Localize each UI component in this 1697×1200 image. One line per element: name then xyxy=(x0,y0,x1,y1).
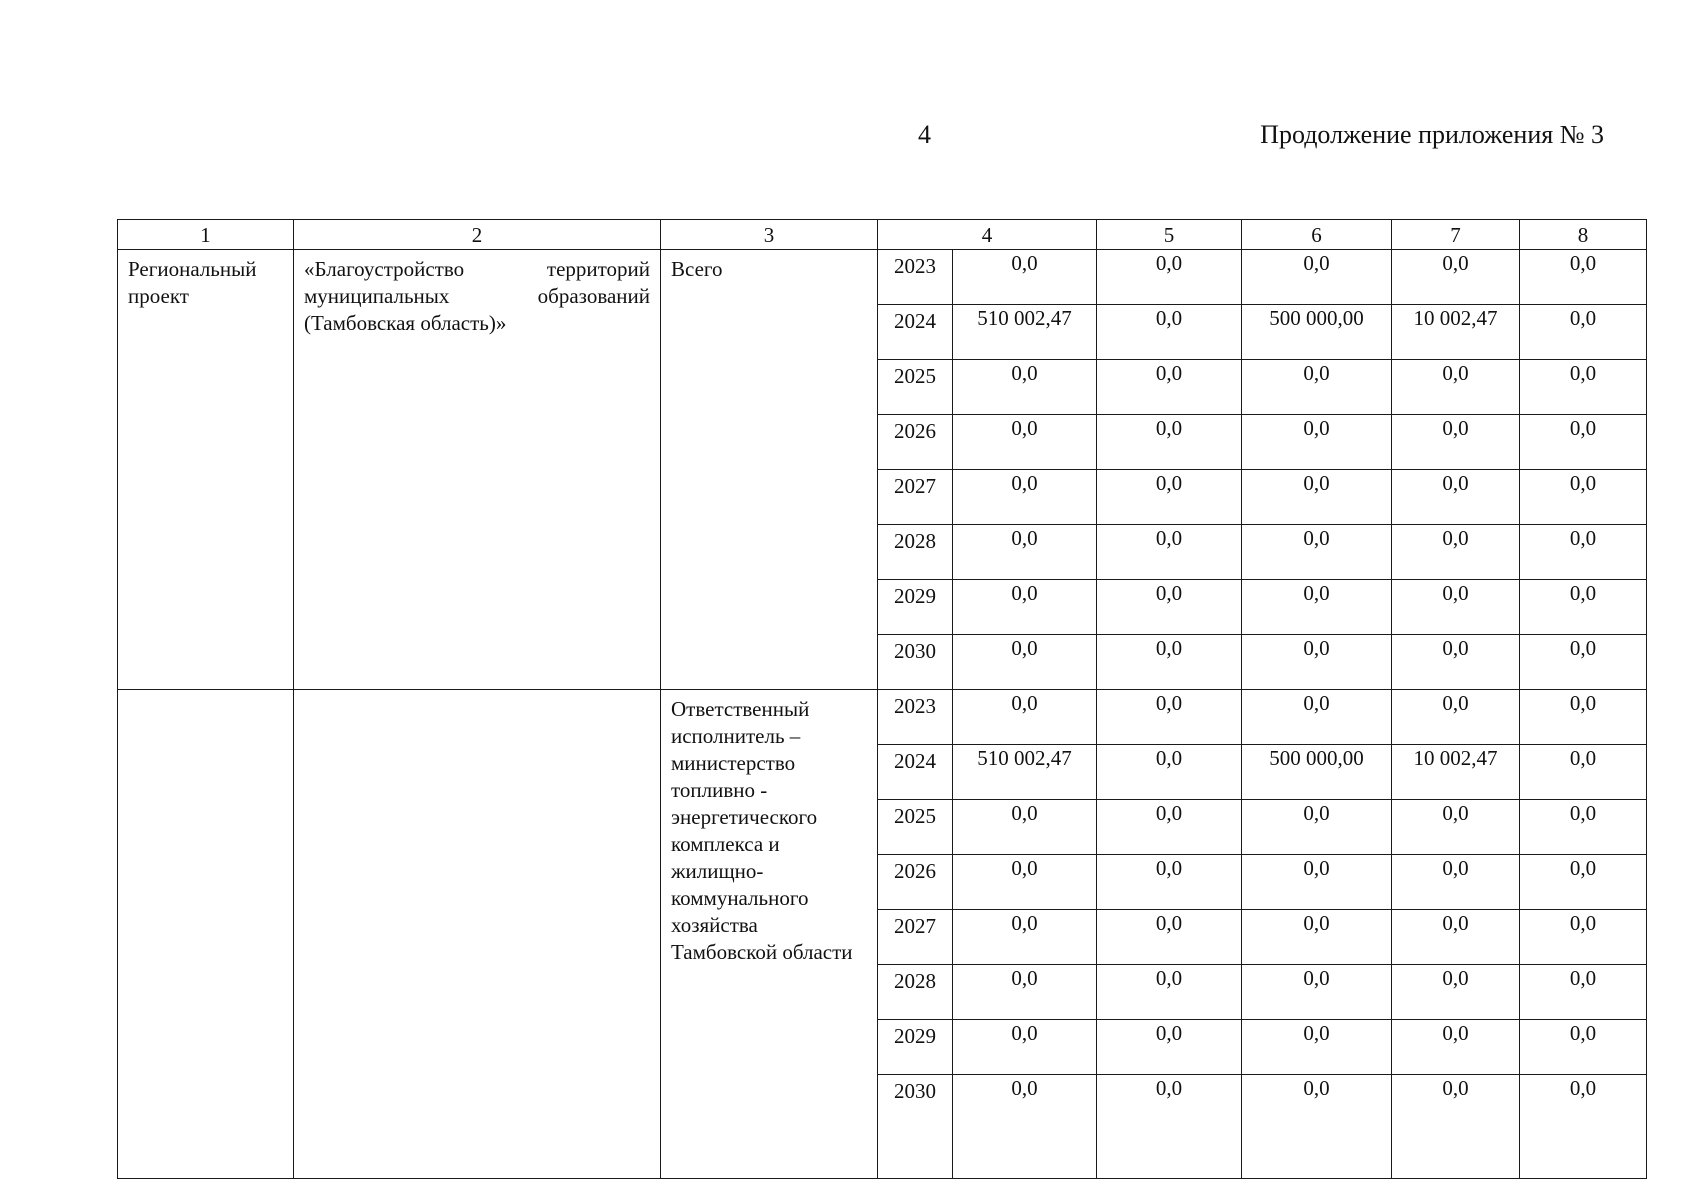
year-cell: 2025 xyxy=(878,360,953,415)
value-cell: 0,0 xyxy=(953,1020,1097,1075)
column-number: 4 xyxy=(878,220,1097,250)
value-cell: 0,0 xyxy=(1242,1020,1392,1075)
value-cell: 0,0 xyxy=(1242,415,1392,470)
value-cell: 0,0 xyxy=(1520,910,1647,965)
value-cell: 0,0 xyxy=(1520,965,1647,1020)
value-cell: 10 002,47 xyxy=(1392,745,1520,800)
value-cell: 0,0 xyxy=(953,415,1097,470)
year-cell: 2029 xyxy=(878,580,953,635)
value-cell: 0,0 xyxy=(1392,470,1520,525)
value-cell: 0,0 xyxy=(1242,250,1392,305)
value-cell: 0,0 xyxy=(1242,360,1392,415)
page-number: 4 xyxy=(918,120,931,149)
value-cell: 10 002,47 xyxy=(1392,305,1520,360)
project-name-cell: «Благоустройство территорий муниципальных образований (Тамбовская область)» xyxy=(294,250,661,690)
value-cell: 0,0 xyxy=(1097,1020,1242,1075)
value-cell: 0,0 xyxy=(1097,745,1242,800)
value-cell: 0,0 xyxy=(1520,525,1647,580)
value-cell: 0,0 xyxy=(1392,580,1520,635)
value-cell: 0,0 xyxy=(1097,250,1242,305)
value-cell: 0,0 xyxy=(1242,800,1392,855)
value-cell: 0,0 xyxy=(1097,690,1242,745)
group-label-cell: Ответственный исполнитель – министерство топливно - энергетического комплекса и жилищно-коммунального хозяйства Тамбовской области xyxy=(661,690,878,1179)
value-cell: 0,0 xyxy=(1097,910,1242,965)
value-cell: 0,0 xyxy=(1242,635,1392,690)
value-cell: 0,0 xyxy=(1520,1020,1647,1075)
year-cell: 2027 xyxy=(878,910,953,965)
value-cell: 0,0 xyxy=(953,635,1097,690)
table-body xyxy=(118,220,1647,1179)
value-cell: 0,0 xyxy=(1520,745,1647,800)
value-cell: 0,0 xyxy=(953,965,1097,1020)
value-cell: 0,0 xyxy=(1097,580,1242,635)
value-cell: 0,0 xyxy=(1392,250,1520,305)
year-cell: 2030 xyxy=(878,1075,953,1179)
value-cell: 0,0 xyxy=(953,910,1097,965)
value-cell: 0,0 xyxy=(953,250,1097,305)
budget-table xyxy=(117,219,1647,1179)
year-cell: 2026 xyxy=(878,415,953,470)
value-cell: 0,0 xyxy=(1392,910,1520,965)
value-cell: 0,0 xyxy=(1392,855,1520,910)
value-cell: 0,0 xyxy=(1242,525,1392,580)
year-cell: 2028 xyxy=(878,965,953,1020)
value-cell: 0,0 xyxy=(1242,855,1392,910)
value-cell: 0,0 xyxy=(1242,965,1392,1020)
column-number: 5 xyxy=(1097,220,1242,250)
value-cell: 0,0 xyxy=(1520,635,1647,690)
year-cell: 2030 xyxy=(878,635,953,690)
value-cell: 0,0 xyxy=(953,690,1097,745)
year-cell: 2027 xyxy=(878,470,953,525)
group-label-cell: Всего xyxy=(661,250,878,690)
value-cell: 0,0 xyxy=(1097,800,1242,855)
year-cell: 2024 xyxy=(878,745,953,800)
value-cell: 0,0 xyxy=(1520,855,1647,910)
column-number: 1 xyxy=(118,220,294,250)
column-number: 2 xyxy=(294,220,661,250)
value-cell: 0,0 xyxy=(1097,525,1242,580)
value-cell: 0,0 xyxy=(953,525,1097,580)
value-cell: 0,0 xyxy=(1520,415,1647,470)
year-cell: 2023 xyxy=(878,250,953,305)
column-number: 3 xyxy=(661,220,878,250)
empty-cell xyxy=(118,690,294,1179)
value-cell: 0,0 xyxy=(1520,1075,1647,1179)
value-cell: 0,0 xyxy=(1520,800,1647,855)
year-cell: 2023 xyxy=(878,690,953,745)
column-number: 7 xyxy=(1392,220,1520,250)
value-cell: 0,0 xyxy=(1097,855,1242,910)
empty-cell xyxy=(294,690,661,1179)
value-cell: 0,0 xyxy=(1392,360,1520,415)
value-cell: 0,0 xyxy=(1520,470,1647,525)
value-cell: 0,0 xyxy=(953,360,1097,415)
value-cell: 500 000,00 xyxy=(1242,305,1392,360)
value-cell: 0,0 xyxy=(1392,965,1520,1020)
value-cell: 0,0 xyxy=(1097,415,1242,470)
row-type-cell: Региональный проект xyxy=(118,250,294,690)
value-cell: 510 002,47 xyxy=(953,745,1097,800)
appendix-label: Продолжение приложения № 3 xyxy=(1260,120,1604,149)
value-cell: 0,0 xyxy=(1097,305,1242,360)
value-cell: 0,0 xyxy=(1242,1075,1392,1179)
value-cell: 0,0 xyxy=(953,470,1097,525)
value-cell: 0,0 xyxy=(1392,635,1520,690)
value-cell: 510 002,47 xyxy=(953,305,1097,360)
value-cell: 0,0 xyxy=(1392,1075,1520,1179)
column-number: 6 xyxy=(1242,220,1392,250)
value-cell: 0,0 xyxy=(1392,415,1520,470)
value-cell: 0,0 xyxy=(1242,470,1392,525)
column-number: 8 xyxy=(1520,220,1647,250)
value-cell: 0,0 xyxy=(1392,690,1520,745)
value-cell: 0,0 xyxy=(1520,305,1647,360)
value-cell: 0,0 xyxy=(953,855,1097,910)
table-row xyxy=(118,690,1647,745)
value-cell: 0,0 xyxy=(953,1075,1097,1179)
value-cell: 0,0 xyxy=(1097,470,1242,525)
value-cell: 0,0 xyxy=(953,800,1097,855)
value-cell: 0,0 xyxy=(1242,690,1392,745)
year-cell: 2026 xyxy=(878,855,953,910)
column-number-row xyxy=(118,220,1647,250)
value-cell: 0,0 xyxy=(1392,1020,1520,1075)
year-cell: 2025 xyxy=(878,800,953,855)
value-cell: 0,0 xyxy=(1097,1075,1242,1179)
year-cell: 2028 xyxy=(878,525,953,580)
value-cell: 0,0 xyxy=(1392,800,1520,855)
value-cell: 0,0 xyxy=(1392,525,1520,580)
value-cell: 0,0 xyxy=(1097,360,1242,415)
value-cell: 0,0 xyxy=(1097,635,1242,690)
value-cell: 0,0 xyxy=(1097,965,1242,1020)
table-row xyxy=(118,250,1647,305)
value-cell: 0,0 xyxy=(1242,580,1392,635)
value-cell: 0,0 xyxy=(1520,360,1647,415)
year-cell: 2024 xyxy=(878,305,953,360)
value-cell: 0,0 xyxy=(1520,690,1647,745)
value-cell: 0,0 xyxy=(1520,580,1647,635)
value-cell: 0,0 xyxy=(953,580,1097,635)
value-cell: 0,0 xyxy=(1520,250,1647,305)
value-cell: 0,0 xyxy=(1242,910,1392,965)
value-cell: 500 000,00 xyxy=(1242,745,1392,800)
year-cell: 2029 xyxy=(878,1020,953,1075)
